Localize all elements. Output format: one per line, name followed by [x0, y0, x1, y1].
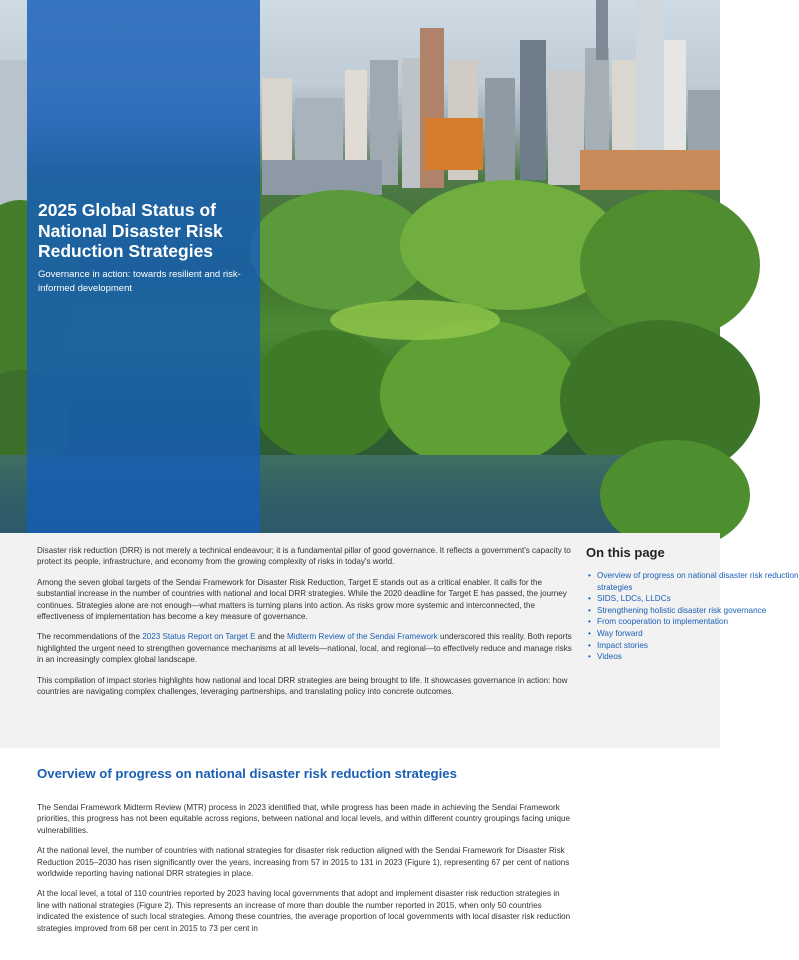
skyline-building: [596, 0, 608, 60]
status-report-link[interactable]: 2023 Status Report on Target E: [142, 632, 256, 642]
tree-canopy: [380, 320, 580, 470]
midterm-review-link[interactable]: Midterm Review of the Sendai Framework: [287, 632, 438, 642]
intro-paragraph: [37, 631, 577, 665]
toc-item-videos[interactable]: • Videos: [586, 651, 720, 663]
toc-item-way-forward[interactable]: • Way forward: [586, 628, 720, 640]
intro-text-span: and the: [255, 632, 288, 642]
intro-text: [37, 545, 577, 706]
toc-item-sids[interactable]: • SIDS, LDCs, LLDCs: [586, 593, 720, 605]
intro-text-span: underscored this reality. Both reports highlighted the urgent need to strengthen governance mechanisms at all levels—national, local, and regional—to effectively reduce and manage risks in an increasingly complex global landscape.: [37, 632, 572, 665]
skyline-building: [262, 160, 382, 195]
overview-paragraph: The Sendai Framework Midterm Review (MTR) process in 2023 identified that, while progress has been made in achieving the Sendai Framework priorities, this progress has not been equitable across regions, between national and local levels, and within different country groupings facing unique vulnerabilities.: [37, 803, 571, 835]
toc-item-governance[interactable]: • Strengthening holistic disaster risk governance: [586, 605, 720, 617]
intro-section: [0, 533, 799, 748]
skyline-building: [580, 150, 720, 190]
overview-paragraph: At the local level, a total of 110 countries reported by 2023 having local governments that adopt and implement disaster risk reduction strategies in line with national strategies (Figure 2). This represents an increase of more than double the number reported in 2015, when only 50 countries indicated the existence of such local strategies. Among these countries, the average proportion of local governments with local disaster risk reduction strategies improved from 68 per cent in 2015 to 73 per cent in: [37, 889, 571, 933]
skyline-building: [485, 78, 515, 188]
overview-heading: Overview of progress on national disaster risk reduction strategies: [37, 766, 457, 781]
skyline-building: [520, 40, 546, 180]
intro-paragraph: This compilation of impact stories highlights how national and local DRR strategies are being brought to life. It showcases governance in action: how countries are navigating complex challenges, leveraging partnerships, and translating policy into concrete outcomes.: [37, 675, 568, 697]
toc-item-impact-stories[interactable]: • Impact stories: [586, 640, 720, 652]
intro-paragraph: Among the seven global targets of the Sendai Framework for Disaster Risk Reduction, Target E stands out as a critical enabler. It calls for the substantial increase in the number of countries with national and local DRR strategies. While the 2020 deadline for Target E has passed, the journey continues. Strategies alone are not enough—what matters is turning plans into action. As risks grow more systemic and interconnected, the effectiveness of implementation has become a key measure of governance.: [37, 577, 567, 622]
tree-canopy: [250, 330, 400, 460]
page-title: 2025 Global Status of National Disaster Risk Reduction Strategies: [38, 200, 223, 261]
on-this-page-heading: On this page: [586, 545, 665, 560]
page-subtitle: Governance in action: towards resilient and risk-informed development: [38, 269, 241, 294]
overview-text: [37, 802, 572, 943]
skyline-building: [402, 58, 420, 188]
skyline-building: [548, 70, 584, 185]
skyline-building: [425, 118, 483, 170]
toc-item-overview[interactable]: • Overview of progress on national disaster risk reduction: [586, 570, 720, 582]
hero-title-panel: [27, 0, 260, 533]
toc-item-cooperation[interactable]: • From cooperation to implementation: [586, 616, 720, 628]
overview-section: [0, 748, 720, 960]
intro-text-span: The recommendations of the: [37, 632, 143, 642]
overview-paragraph: At the national level, the number of countries with national strategies for disaster risk reduction aligned with the Sendai Framework for Disaster Risk Reduction 2015–2030 has risen significantly over the years, increasing from 57 in 2015 to 131 in 2023 (Figure 1), representing 67 per cent of nations worldwide reporting having national DRR strategies in place.: [37, 846, 570, 879]
on-this-page-list: [586, 570, 799, 663]
intro-paragraph: Disaster risk reduction (DRR) is not merely a technical endeavour; it is a fundamental pillar of good governance. It reflects a government's capacity to protect its people, infrastructure, and economy from the growing complexity of risks in today's world.: [37, 546, 571, 567]
skyline-building: [664, 40, 686, 160]
skyline-building: [0, 60, 27, 210]
on-this-page-nav: [586, 545, 799, 663]
skyline-building: [636, 0, 664, 155]
toc-item-overview-cont[interactable]: strategies: [597, 582, 633, 592]
tree-canopy: [580, 190, 760, 340]
hero-lawn: [330, 300, 500, 340]
